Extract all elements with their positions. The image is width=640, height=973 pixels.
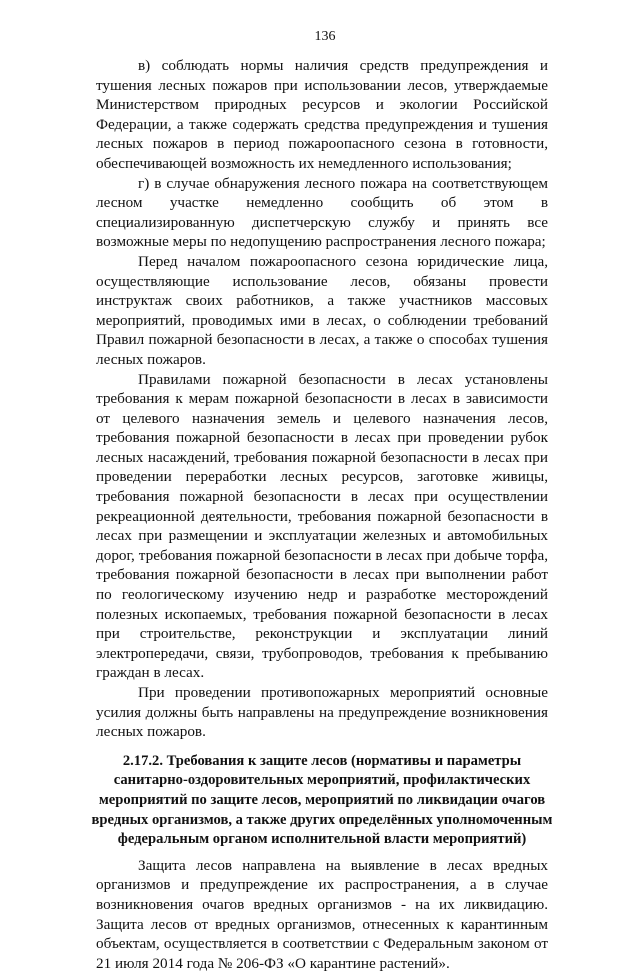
paragraph-instruction: Перед началом пожароопасного сезона юридические лица, осуществляющие использование лесов, обязаны провести инструктаж своих работников, а также участников массовых мероприятий, проводимых ими в лесах, о соблюдении требований Правил пожарной безопасности в лесах, а также о способах тушения лесных пожаров. bbox=[96, 252, 548, 368]
page-number: 136 bbox=[314, 29, 336, 44]
paragraph-prevention: При проведении противопожарных мероприятий основные усилия должны быть направлены на предупреждение возникновения лесных пожаров. bbox=[96, 684, 548, 741]
paragraph-fire-equipment: в) соблюдать нормы наличия средств предупреждения и тушения лесных пожаров при использовании лесов, утверждаемые Министерством природных ресурсов и экологии Российской Федерации, а также содержать средства предупреждения и тушения лесных пожаров в период пожароопасного сезона в готовности, обеспечивающей возможность их немедленного использования; bbox=[96, 57, 548, 172]
paragraph-fire-report: г) в случае обнаружения лесного пожара на соответствующем лесном участке немедленно сообщить об этом в специализированную диспетчерскую службу и принять все возможные меры по недопущению распространения лесного пожара; bbox=[96, 174, 548, 251]
paragraph-fire-rules: Правилами пожарной безопасности в лесах установлены требования к мерам пожарной безопасности в лесах в зависимости от целевого назначения земель и целевого назначения лесов, требования пожарной безопасности в лесах при проведении рубок лесных насаждений, требования пожарной безопасности в лесах при проведении переработки лесных ресурсов, заготовке живицы, требования пожарной безопасности в лесах при осуществлении рекреационной деятельности, требования пожарной безопасности в лесах при размещении и эксплуатации железных и автомобильных дорог, требования пожарной безопасности в лесах при добыче торфа, требования пожарной безопасности в лесах при выполнении работ по геологическому изучению недр и разработке месторождений полезных ископаемых, требования пожарной безопасности в лесах при строительстве, реконструкции и эксплуатации линий электропередачи, связи, трубопроводов, требования к пребыванию граждан в лесах. bbox=[96, 370, 548, 682]
document-page bbox=[91, 28, 553, 973]
section-heading: 2.17.2. Требования к защите лесов (нормативы и параметры санитарно-оздоровительных мероприятий, профилактических мероприятий по защите лесов, мероприятий по ликвидации очагов вредных организмов, а также других определённых уполномоченным федеральным органом исполнительной власти мероприятий) bbox=[91, 752, 553, 848]
paragraph-forest-protection: Защита лесов направлена на выявление в лесах вредных организмов и предупреждение их распространения, а в случае возникновения очагов вредных организмов - на их ликвидацию. Защита лесов от вредных организмов, отнесенных к карантинным объектам, осуществляется в соответствии с Федеральным законом от 21 июля 2014 года № 206-ФЗ «О карантине растений». bbox=[96, 856, 548, 972]
